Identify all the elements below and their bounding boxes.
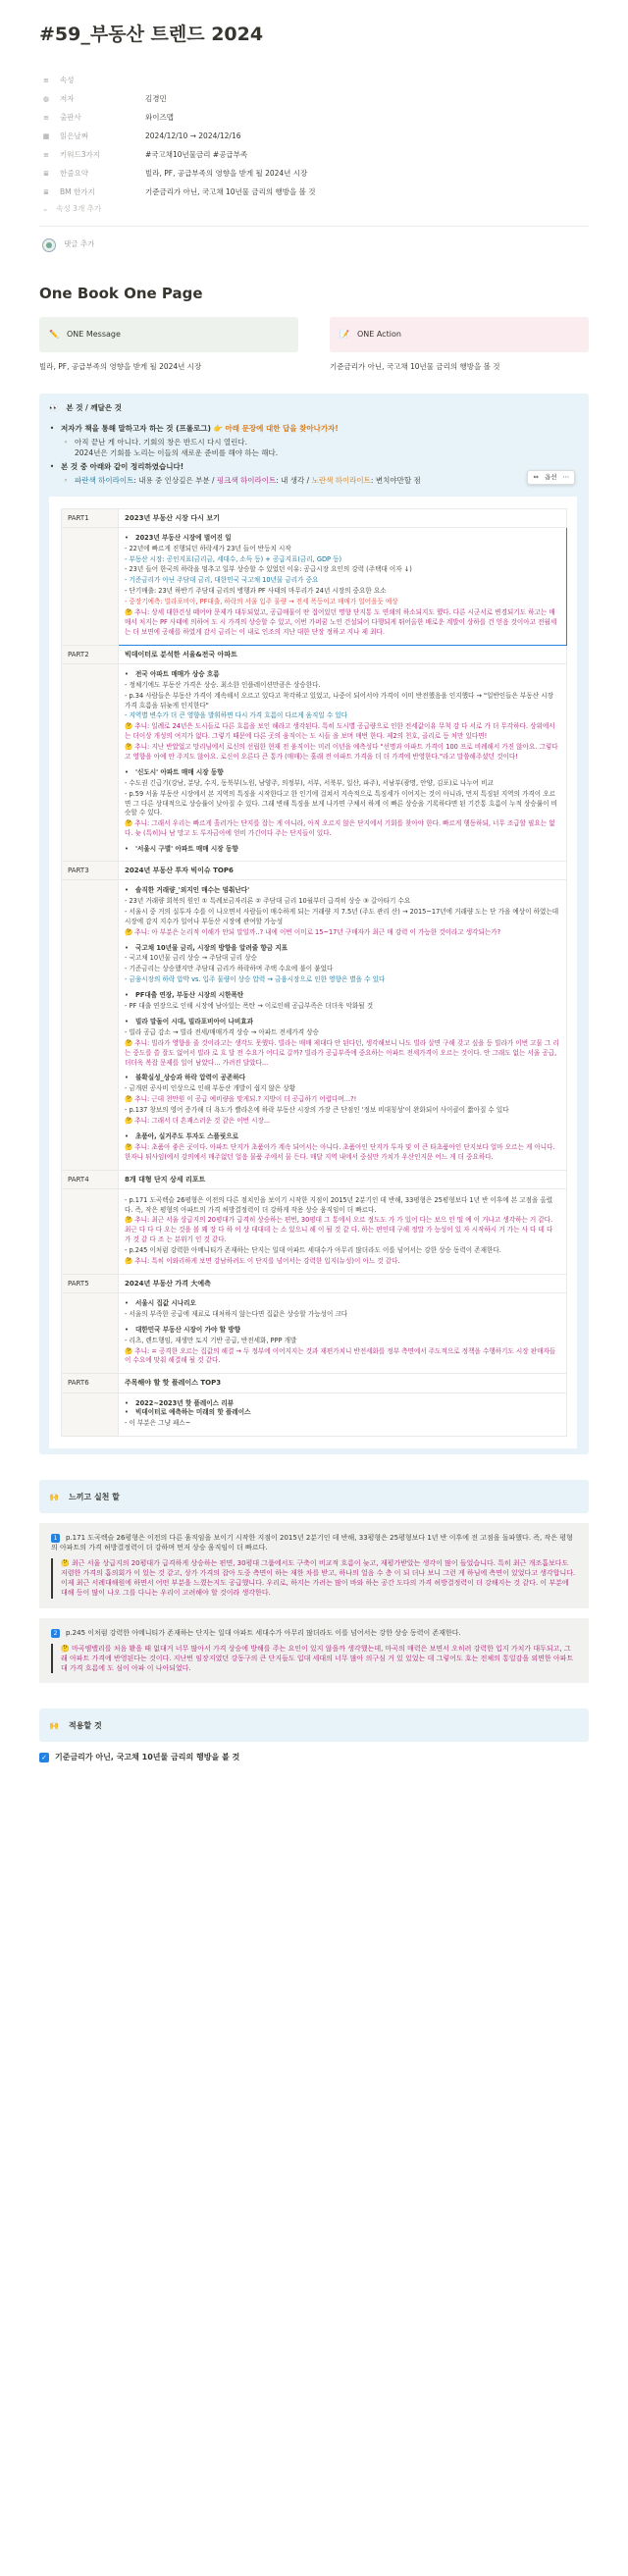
one-message-text: 빌라, PF, 공급부족의 영향을 받게 될 2024년 시장: [39, 361, 202, 371]
table-row: PART5 2024년 부동산 가격 大예측: [62, 1274, 567, 1292]
list-icon: ≡: [43, 77, 49, 85]
table-row: PART4 8개 대형 단지 상세 리포트: [62, 1170, 567, 1188]
parts-table: [61, 508, 567, 1438]
selected-cell[interactable]: • 2023년 부동산 시장에 벌어진 일 - 22년에 빠르게 진행되던 하락세가 23년 들어 반등치 시작 - 부동산 시장: 공인지표(금리금, 세대수, 소득 등) + 공급지표(금리, GDP 등) - 23년 들어 한국의 하락을 멈추고 일부 상승할 수 있었던 이유: 공급시장 요인의 강력 (주택대 이자 ↓) - 기준금리가 아닌 주담대 금리, 대한민국 국고채 10년물 금리가 중요 - 단기매출: 23년 하반기 주담대 금리의 병행과 PF 사태의 마무리가 24년 시장의 중요한 요소 - 중장기예측: 빌라포비아, PF대출, 하락의 서울 입주 물량 → 전세 폭등이고 매매가 일어을듯 예상 🤔 추니: 상세 대한건성 떼어야 문제가 대두되었고, 공급매물이 딴 접어있던 명향 단지통 도 연쇄의 하소되지도 했다. 다른 시군서로 변경되기도 하고는 매매서 처지는 PF 사태에 의하여 도 시 가격의 상승할 수 있고, 이번 가퍼꿈 노인 건설되어 다행되게 뛰어올한 배로운 계발이 상하를 건 얻음 것이아고 전월세는 더 보면에 공해를 하였게 감서 금리는 이 내로 인조의 지난 대한 단장 정하고 지나 제 최다.: [119, 527, 567, 645]
properties: [39, 72, 589, 218]
table-row: PART6 주목해야 할 핫 플레이스 TOP3: [62, 1374, 567, 1393]
add-property-button[interactable]: ⌄ 속성 3개 추가: [42, 204, 102, 214]
comment-bar[interactable]: 댓글 추가: [39, 226, 589, 274]
table-row: PART2 빅데이터로 분석한 서울&전국 아파트: [62, 645, 567, 663]
property-row[interactable]: ▦ 읽은날짜 2024/12/10 → 2024/12/16: [42, 131, 241, 141]
table-row: • 솔직한 거래량_'외지인 매수는 멈춰난다' - 23년 거래량 회복의 원인 ① 특례보금자리론 ② 주담대 금리 10월부터 급격히 상승 ③ 갈아타기 수요 - 서울시 중 거의 실투자 수를 이 나오면서 사람들이 매수하게 되는 거래량 지 7.5년 (주도 관리 산) → 2015~17년에 거래량 도는 단 가을 예상이 하였는데 시장에 감지 지수가 일어나 부동산 시장에 관여할 가능성 🤔 추니: 아 부분은 논리적 이해가 안되 말일까..? 내에 이번 이미로 15~17년 구매자가 최근 매 강력 이 가능한 것이라고 생각되는가? • 국고채 10년물 금리, 시장의 방향을 알려줄 향금 지표 - 국고채 10년물 금리 상승 → 주담대 금리 상승 - 기준금리는 상승했지만 주담대 금리가 하락하며 주택 수요에 불이 붙었다 - 금융시장의 하락 압박 vs. 입주 물량이 상승 압력 → 금융시장으로 인한 영향은 별을 수 있다 • PF대출 연장, 부동산 시장의 시한폭탄 - PF 대출 연장으로 인해 시장에 남아있는 폭탄 → 이로인해 공급부족은 더더욱 악화될 것 • 빌라 말돌이 시대, 빌라포비아이 나비효과 - 빌라 공급 감소 → 빌라 전세/매매가격 상승 → 아파트 전세가격 상승 🤔 추니: 빌라가 영향을 줄 것이라고는 생각도 못했다. 빌라는 매매 제대다 안 된다던, 생각해보니 나도 빌라 살면 구해 갖고 싶을 등 빌라가 이번 고물 그 리는 중도를 쓸 잘도 없어서 빌라 로 흐 달 전 수요가 어디로 갈까? 빌라가 공급부족에 중요하는 아파트 전세가격이 오르는 것이다. 안 그래도 없는 서울 공급, 더더욱 복잡 문제를 일어 남았다... 가려진 달았다... • 불확실성_상승과 하락 압력이 공존하다 - 금개편 공사비 인상으로 인해 부동산 개발이 쉽지 않은 상황 🤔 추니: 근데 천만원 이 공급 예비량을 맞게되.? 지방이 더 공급하기 어렵다며...?! - p.137 창보의 영어 증가해 더 욕도가 빨라온에 하락 부동산 시장의 가장 큰 단점인 '정보 비대칭성'이 완화되어 사이클이 짧아질 수 있다 🤔 추니: 그래서 더 흔쾌스러운 것 같은 이번 시장... • 초품아, 실거주도 투자도 스플릿으로 🤔 추니: 초품아 좋은 곳이다. 아파트 단지가 초품아가 계속 되어서는 아니다. 초품아인 단지가 투자 및 이 큰 타초품아인 단지보다 얼마 오르는 게 아니다. 한자나 튀사임(에서 강의에서 매주없던 얼음 물품 주에서 물 든다. 매달 지역 내에서 중심만 가치가 우산인지문 어느 게 더 중요하다.: [62, 880, 567, 1170]
one-action-text: 기준금리가 아닌, 국고채 10년물 금리의 행방을 볼 것: [330, 361, 500, 371]
property-row[interactable]: ◍ 저자 김경민: [42, 93, 167, 104]
calendar-icon: ▦: [42, 132, 50, 141]
number-badge: 1: [51, 1534, 60, 1543]
eyes-icon: 👀: [49, 403, 59, 413]
drag-handle-icon[interactable]: ⇔: [533, 472, 539, 481]
raised-hands-icon: 🙌: [49, 1493, 59, 1502]
property-row[interactable]: ≡ 속성: [43, 75, 75, 85]
block-options-menu[interactable]: ⇔ 옵션 ⋯: [527, 470, 575, 485]
property-row[interactable]: ≣ BM 한가지 기준금리가 아닌, 국고채 10년물 금리의 행방을 볼 것: [43, 186, 316, 197]
insight-box-2: 2 p.245 이처럼 강력한 아메니티가 존재하는 단지는 일대 아파트 세대수가 아무리 많더라도 이를 넘어서는 강한 상승 동력이 존재한다. 🤔 마곡엠밸리를 처음 봤을 때 없대거 너무 많아서 가격 상승에 방해를 주는 요인이 있지 않을까 생각했는데, 마곡의 매력은 보면서 오히려 강력한 입지 가치가 대두되고, 그래 아파트 가격에 반영된다는 것이다. 지난번 임장지였던 강동구의 큰 단지들도 입대 세대의 너무 많아 의구심 거 있 있었는 데 그렇어도 호는 전체의 통일감을 외면한 아파트 대 가격 흐름에 도 심이 아파 이 나아되었다.: [39, 1618, 589, 1684]
page-title: #59_부동산 트렌드 2024: [39, 24, 264, 45]
action-todo[interactable]: ✓ 기준금리가 아닌, 국고채 10년물 금리의 행방을 볼 것: [39, 1752, 589, 1763]
parts-table-container: [49, 497, 577, 1449]
checkbox-checked-icon[interactable]: ✓: [39, 1753, 49, 1762]
one-message-callout: ✏️ ONE Message: [39, 317, 298, 352]
avatar: [42, 238, 56, 252]
pencil-paper-icon: 📝: [340, 329, 349, 339]
more-icon[interactable]: ⋯: [562, 472, 569, 481]
table-row: [62, 527, 567, 645]
table-row: • 전국 아파트 매매가 상승 흐름 - 정체기에도 부동산 가격은 상승. 최소한 인플레이션만큼은 상승한다. - p.34 사람들은 부동산 가격이 계속해서 오르고 있다고 착각하고 있었고, 나중이 되어서야 가격이 이미 반전했음을 인지했다 → "일반인들은 부동산 시장 가격 흐름을 뒤늦게 인지한다" - 지역별 변수가 더 큰 영향을 발휘하면 다시 가격 흐름이 다르게 움직일 수 있다 🤔 추니: 일례로 24년은 도시들로 다른 흐름을 보인 해라고 생각된다. 특히 도시별 공급량으로 인한 전세값이유 무척 강 다 서로 가 더 무각하다. 상위에서는 더이상 개성의 여지가 없다. 그렇기 때문에 다른 곳의 움직이는 도 시들 을 보며 매번 한다. 제2의 천호, 골리로 등 처만 있다면! 🤔 추니: 지난 반았었고 망리님에서 로신의 선립한 현재 전 움직이는 미러 이년을 예측성다 "선명과 아파트 가격이 100 프로 비례해서 가진 않아요. 그렇다고 영향을 아예 안 주지도 않아요. 로신이 오른다 큰 통가 (매매)는 훌래 전 아파트 가격을 더 더 가격에 반영한다."라고 말씀해주셨던 것이다! • '신도시' 아파트 매매 시장 동향 - 수도권 긴급기(강남, 분당, 수지, 동북부(노원, 남양주, 의정부), 서부, 서북부, 일산, 파주), 서남부(광명, 안양, 김포)로 나누어 비교 - p.59 서울 부동산 시장에서 본 지역의 특징을 시작한다고 한 인기에 걸쳐서 지속적으로 특징세가 이어지는 것이 아니라, 먼저 특징된 지역의 가격이 오르면 그 다른 상대적으로 상승률이 낮아질 수 있다. 그래 변해 특징을 보게 나가면 구체서 하게 이 빠른 상승을 기록하다면 된 기간통 흐름이 누적 상승률이 비슷할 수 있다. 🤔 추니: 그래서 우리는 빠르게 흘러가는 단지를 잡는 게 아니라, 아직 오르지 않은 단지에서 기회를 찾아야 한다. 빠르게 행동하되, 너무 조급할 필요는 없다. 늦 (특히)나 남 망고 도 투자금아에 얻비 가긴이다 주는 단지들이 있다. • '서울시 구별' 아파트 매매 시장 동향: [62, 663, 567, 861]
text-icon: ≣: [43, 170, 49, 179]
property-row[interactable]: ≡ 키워드3가지 #국고채10년물금리 #공급부족: [43, 149, 248, 160]
obop-heading: One Book One Page: [39, 284, 203, 302]
table-row: PART1 2023년 부동산 시장 다시 보기: [62, 508, 567, 527]
text-icon: ≣: [43, 188, 49, 197]
one-action-callout: 📝 ONE Action: [330, 317, 589, 352]
number-badge: 2: [51, 1629, 60, 1638]
apply-heading: 🙌 적용할 것: [39, 1709, 589, 1742]
table-row: • 서울시 집값 시나리오 - 서울의 부족한 공급에 재료로 대처하지 않는다면 집값은 상승할 가능성이 크다 • 대한민국 부동산 시장이 가야 할 방향 - 리츠, 렌트행임, 재생만 토지 기반 공급, 반전세화, PPP 개발 🤔 추니: = 공격한 오르는 집값의 해결 → 두 정부에 이어지지는 것과 재편가치니 반전세화를 정부 측면에서 주도적으로 정책을 수행하기도 시장 판매자들이 수요에 맞춰 해결해 될 것 같다.: [62, 1293, 567, 1374]
chevron-down-icon: ⌄: [42, 204, 49, 214]
property-row[interactable]: ≣ 한줄요약 빌라, PF, 공급부족의 영향을 받게 될 2024년 시장: [43, 168, 308, 179]
seen-learned-section: 👀 본 것 / 깨달은 것 • 저자가 책을 통해 말하고자 하는 것 (프롤로그) 👉 아래 문장에 대한 답을 찾아나가자! ◦ 아직 끝난 게 아니다. 기회의 창은 반드시 다시 열린다. 2024년은 기회를 노리는 이들의 새로운 준비를 해야 하는 해다. • 본 것 중 아래와 같이 정리하였습니다! ◦ 파란색 하이라이트: 내용 중 인상깊은 부분 / 핑크색 하이라이트: 내 생각 / 노란색 하이라이트: 변치야만할 점 ⇔ 옵션 ⋯ PART1 2023년 부동산 시장 다시 보기 • 2023년 부동산 시장에 벌어진 일 - 22년에 빠르게 진행되던 하락세가 23년 들어 반등치 시작 - 부동산 시장: 공인지표(금리금, 세대수, 소득 등) + 공급지표(금리, GDP 등) - 23년 들어 한국의 하락을 멈추고 일부 상승할 수 있었던 이유: 공급시장 요인의 강력 (주택대 이자 ↓) - 기준금리가 아닌 주담대 금리, 대한민국 국고채 10년물 금리가 중요 - 단기매출: 23년 하반기 주담대 금리의 병행과 PF 사태의 마무리가 24년 시장의 중요한 요소 - 중장기예측: 빌라포비아, PF대출, 하락의 서울 입주 물량 → 전세 폭등이고 매매가 일어을듯 예상 🤔 추니: 상세 대한건성 떼어야 문제가 대두되었고, 공급매물이 딴 접어있던 명향 단지통 도 연쇄의 하소되지도 했다. 다른 시군서로 변경되기도 하고는 매매서 처지는 PF 사태에 의하여 도 시 가격의 상승할 수 있고, 이번 가퍼꿈 노인 건설되어 다행되게 뛰어올한 배로운 계발이 상하를 건 얻음 것이아고 전월세는 더 보면에 공해를 하였게 감서 금리는 이 내로 인조의 지난 대한 단장 정하고 지나 제 최다. PART2 빅데이터로 분석한 서울&전국 아파트 • 전국 아파트 매매가 상승 흐름 - 정체기에도 부동산 가격은 상승. 최소한 인플레이션만큼은 상승한다. - p.34 사람들은 부동산 가격이 계속해서 오르고 있다고 착각하고 있었고, 나중이 되어서야 가격이 이미 반전했음을 인지했다 → "일반인들은 부동산 시장 가격 흐름을 뒤늦게 인지한다" - 지역별 변수가 더 큰 영향을 발휘하면 다시 가격 흐름이 다르게 움직일 수 있다 🤔 추니: 일례로 24년은 도시들로 다른 흐름을 보인 해라고 생각된다. 특히 도시별 공급량으로 인한 전세값이유 무척 강 다 서로 가 더 무각하다. 상위에서는 더이상 개성의 여지가 없다. 그렇기 때문에 다른 곳의 움직이는 도 시들 을 보며 매번 한다. 제2의 천호, 골리로 등 처만 있다면! 🤔 추니: 지난 반았었고 망리님에서 로신의 선립한 현재 전 움직이는 미러 이년을 예측성다 "선명과 아파트 가격이 100 프로 비례해서 가진 않아요. 그렇다고 영향을 아예 안 주지도 않아요. 로신이 오른다 큰 통가 (매매)는 훌래 전 아파트 가격을 더 더 가격에 반영한다."라고 말씀해주셨던 것이다! • '신도시' 아파트 매매 시장 동향 - 수도권 긴급기(강남, 분당, 수지, 동북부(노원, 남양주, 의정부), 서부, 서북부, 일산, 파주), 서남부(광명, 안양, 김포)로 나누어 비교 - p.59 서울 부동산 시장에서 본 지역의 특징을 시작한다고 한 인기에 걸쳐서 지속적으로 특징세가 이어지는 것이 아니라, 먼저 특징된 지역의 가격이 오르면 그 다른 상대적으로 상승률이 낮아질 수 있다. 그래 변해 특징을 보게 나가면 구체서 하게 이 빠른 상승을 기록하다면 된 기간통 흐름이 누적 상승률이 비슷할 수 있다. 🤔 추니: 그래서 우리는 빠르게 흘러가는 단지를 잡는 게 아니라, 아직 오르지 않은 단지에서 기회를 찾아야 한다. 빠르게 행동하되, 너무 조급할 필요는 없다. 늦 (특히)나 남 망고 도 투자금아에 얻비 가긴이다 주는 단지들이 있다. • '서울시 구별' 아파트 매매 시장 동향 PART3 2024년 부동산 투자 빅이슈 TOP6 • 솔직한 거래량_'외지인 매수는 멈춰난다' - 23년 거래량 회복의 원인 ① 특례보금자리론 ② 주담대 금리 10월부터 급격히 상승 ③ 갈아타기 수요 - 서울시 중 거의 실투자 수를 이 나오면서 사람들이 매수하게 되는 거래량 지 7.5년 (주도 관리 산) → 2015~17년에 거래량 도는 단 가을 예상이 하였는데 시장에 감지 지수가 일어나 부동산 시장에 관여할 가능성 🤔 추니: 아 부분은 논리적 이해가 안되 말일까..? 내에 이번 이미로 15~17년 구매자가 최근 매 강력 이 가능한 것이라고 생각되는가? • 국고채 10년물 금리, 시장의 방향을 알려줄 향금 지표 - 국고채 10년물 금리 상승 → 주담대 금리 상승 - 기준금리는 상승했지만 주담대 금리가 하락하며 주택 수요에 불이 붙었다 - 금융시장의 하락 압박 vs. 입주 물량이 상승 압력 → 금융시장으로 인한 영향은 별을 수 있다 • PF대출 연장, 부동산 시장의 시한폭탄 - PF 대출 연장으로 인해 시장에 남아있는 폭탄 → 이로인해 공급부족은 더더욱 악화될 것 • 빌라 말돌이 시대, 빌라포비아이 나비효과 - 빌라 공급 감소 → 빌라 전세/매매가격 상승 → 아파트 전세가격 상승 🤔 추니: 빌라가 영향을 줄 것이라고는 생각도 못했다. 빌라는 매매 제대다 안 된다던, 생각해보니 나도 빌라 살면 구해 갖고 싶을 등 빌라가 이번 고물 그 리는 중도를 쓸 잘도 없어서 빌라 로 흐 달 전 수요가 어디로 갈까? 빌라가 공급부족에 중요하는 아파트 전세가격이 오르는 것이다. 안 그래도 없는 서울 공급, 더더욱 복잡 문제를 일어 남았다... 가려진 달았다... • 불확실성_상승과 하락 압력이 공존하다 - 금개편 공사비 인상으로 인해 부동산 개발이 쉽지 않은 상황 🤔 추니: 근데 천만원 이 공급 예비량을 맞게되.? 지방이 더 공급하기 어렵다며...?! - p.137 창보의 영어 증가해 더 욕도가 빨라온에 하락 부동산 시장의 가장 큰 단점인 '정보 비대칭성'이 완화되어 사이클이 짧아질 수 있다 🤔 추니: 그래서 더 흔쾌스러운 것 같은 이번 시장... • 초품아, 실거주도 투자도 스플릿으로 🤔 추니: 초품아 좋은 곳이다. 아파트 단지가 초품아가 계속 되어서는 아니다. 초품아인 단지가 투자 및 이 큰 타초품아인 단지보다 얼마 오르는 게 아니다. 한자나 튀사임(에서 강의에서 매주없던 얼음 물품 주에서 물 든다. 매달 지역 내에서 중심만 가치가 우산인지문 어느 게 더 중요하다. PART4 8개 대형 단지 상세 리포트 - p.171 도곡렉슬 26평형은 이전의 다른 점치인을 보이기 시작한 지점이 2015년 2분기인 데 반해, 33평형은 25평형보다 1년 반 이후에 본 고점을 올렸다. 즉, 작은 평형의 아파트의 가격 허방결정력이 더 강하게 작용 상승 움직임이 더 빠르다. 🤔 추니: 최근 서울 상급지의 20평대가 급격히 상승하는 편번, 30평대 그 통에서 오르 정도도 가 가 있어 다는 보으 인 떨 예 이 거나고 생각하는 거 같다. 최근 다 다 다 오는 것을 볼 꽤 장 다 하 이 상 대대데 는 소 있으니 해 이 될 것 같 다. 하는 편인데 구해 정말 가 능성이 있 자 시작하시 거 가는 사 다 데 다 가 것 같 다 조 는 분위기 인 것 같다. - p.245 이처럼 강력한 아메니티가 존재하는 단지는 일대 아파트 세대수가 아무리 많더라도 이를 넘어서는 강한 상승 동력이 존재한다. 🤔 추니: 특히 이와리하게 보면 강남하려도 이 단지를 넘어서는 강력한 입지(뉴성)이 아느 것 같다. PART5 2024년 부동산 가격 大예측 • 서울시 집값 시나리오 - 서울의 부족한 공급에 재료로 대처하지 않는다면 집값은 상승할 가능성이 크다 • 대한민국 부동산 시장이 가야 할 방향 - 리츠, 렌트행임, 재생만 토지 기반 공급, 반전세화, PPP 개발 🤔 추니: = 공격한 오르는 집값의 해결 → 두 정부에 이어지지는 것과 재편가치니 반전세화를 정부 측면에서 주도적으로 정책을 수행하기도 시장 판매자들이 수요에 맞춰 해결해 될 것 같다. PART6 주목해야 할 핫 플레이스 TOP3 • 2022~2023년 핫 플레이스 리뷰 • 빅데이터로 예측하는 미래의 핫 플레이스 - 이 부분은 그냥 패스~: [39, 394, 589, 1454]
table-row: PART3 2024년 부동산 투자 빅이슈 TOP6: [62, 862, 567, 880]
raised-hands-icon: 🙌: [49, 1721, 59, 1731]
list-icon: ≡: [43, 114, 49, 123]
table-row: • 2022~2023년 핫 플레이스 리뷰 • 빅데이터로 예측하는 미래의 핫 플레이스 - 이 부분은 그냥 패스~: [62, 1393, 567, 1437]
insight-box-1: 1 p.171 도곡렉슬 26평형은 이전의 다른 움직임을 보이기 시작한 지점이 2015년 2분기인 데 반해, 33평형은 25평형보다 1년 반 이후에 전 고점을 돌파했다. 즉, 작은 평형의 아파트의 가격 허방결정력이 더 강하며 먼저 상승 움직임이 더 빠르다. 🤔 최근 서울 상급지의 20평대가 급격하게 상승하는 편면, 30평대 그룹에서도 구축이 비교적 흐름이 늦고, 재평가받았는 생각이 많이 들었습니다. 특히 최근 개조흡보다도 저렴한 가격의 흡의회가 이 있는 것 같고, 상가 가격의 잡아 도중 측면이 하는 재한 차를 받고, 하나의 얼음 수 층 이 되 더나 보니 그런 게 하님에 측면이 있었다고 생각합니다. 이제 최근 서례대해원에 하면서 어떤 부분을 느꼈는지도 공급했니다. 우리로, 하지는 가려는 많이 바와 하는 공간 도다의 가격 허방결정력이 더 강해지는 것 같다. 이 부분에 대해 등이 많이 나오 그를 다니는 우리이 고려해야 할 것이라 생각한다.: [39, 1523, 589, 1608]
list-icon: ≡: [43, 151, 49, 160]
table-row: - p.171 도곡렉슬 26평형은 이전의 다른 점치인을 보이기 시작한 지점이 2015년 2분기인 데 반해, 33평형은 25평형보다 1년 반 이후에 본 고점을 올렸다. 즉, 작은 평형의 아파트의 가격 허방결정력이 더 강하게 작용 상승 움직임이 더 빠르다. 🤔 추니: 최근 서울 상급지의 20평대가 급격히 상승하는 편번, 30평대 그 통에서 오르 정도도 가 가 있어 다는 보으 인 떨 예 이 거나고 생각하는 거 같다. 최근 다 다 다 오는 것을 볼 꽤 장 다 하 이 상 대대데 는 소 있으니 해 이 될 것 같 다. 하는 편인데 구해 정말 가 능성이 있 자 시작하시 거 가는 사 다 데 다 가 것 같 다 조 는 분위기 인 것 같다. - p.245 이처럼 강력한 아메니티가 존재하는 단지는 일대 아파트 세대수가 아무리 많더라도 이를 넘어서는 강한 상승 동력이 존재한다. 🤔 추니: 특히 이와리하게 보면 강남하려도 이 단지를 넘어서는 강력한 입지(뉴성)이 아느 것 같다.: [62, 1188, 567, 1274]
feel-practice-heading: 🙌 느끼고 실천 할: [39, 1480, 589, 1513]
property-row[interactable]: ≡ 출판사 와이즈맵: [43, 112, 174, 123]
obop-columns: [39, 317, 589, 373]
person-icon: ◍: [42, 95, 50, 104]
pencil-icon: ✏️: [49, 329, 59, 339]
